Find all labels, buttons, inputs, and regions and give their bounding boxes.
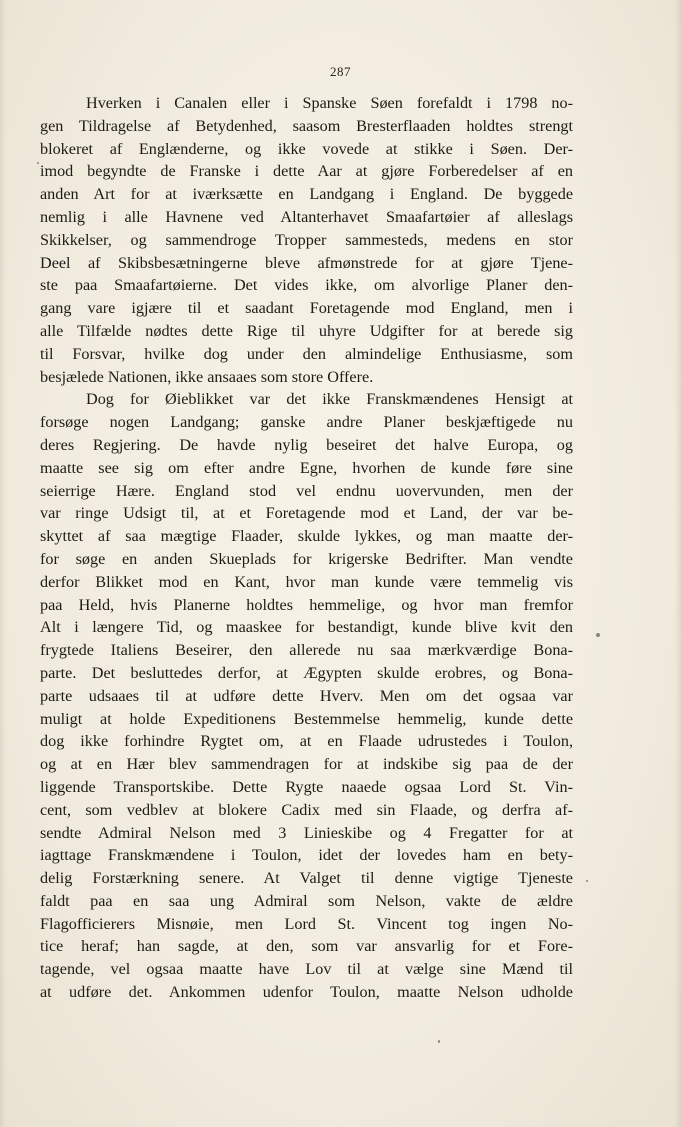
text-line: ste paa Smaafartøierne. Det vides ikke, om alvorlige Planer den- (40, 276, 573, 295)
text-line: derfor Blikket mod en Kant, hvor man kunde være temmelig vis (40, 572, 573, 591)
text-line: tagende, vel ogsaa maatte have Lov til at vælge sine Mænd til (40, 960, 573, 979)
text-line: deres Regjering. De havde nylig beseiret det halve Europa, og (40, 435, 573, 454)
text-line: for søge en anden Skueplads for krigerske Bedrifter. Man vendte (40, 549, 573, 568)
text-line: parte. Det besluttedes derfor, at Ægypten skulde erobres, og Bona- (40, 663, 573, 682)
text-line: og at en Hær blev sammendragen for at indskibe sig paa de der (40, 755, 573, 774)
text-line: nemlig i alle Havnene ved Altanterhavet Smaafartøier af alleslags (40, 207, 573, 226)
text-line: seierrige Hære. England stod vel endnu uovervunden, men der (40, 481, 573, 500)
page-number: 287 (330, 64, 351, 79)
paragraph-2 (40, 388, 573, 1004)
text-line: imod begyndte de Franske i dette Aar at gjøre Forberedelser af en (40, 162, 573, 181)
text-line: Flagofficierers Misnøie, men Lord St. Vincent tog ingen No- (40, 914, 573, 933)
paper-speck (586, 880, 588, 882)
text-line: Deel af Skibsbesætningerne bleve afmønstrede for at gjøre Tjene- (40, 253, 573, 272)
text-line: anden Art for at iværksætte en Landgang i England. De byggede (40, 185, 573, 204)
text-line: dog ikke forhindre Rygtet om, at en Flaade udrustedes i Toulon, (40, 732, 573, 751)
text-line: gang vare igjære til et saadant Foretagende mod England, men i (40, 299, 573, 318)
text-line: skyttet af saa mægtige Flaader, skulde lykkes, og man maatte der- (40, 527, 573, 546)
text-line: cent, som vedblev at blokere Cadix med sin Flaade, og derfra af- (40, 800, 573, 819)
text-line: frygtede Italiens Beseirer, den allerede nu saa mærkværdige Bona- (40, 641, 573, 660)
text-line: muligt at holde Expeditionens Bestemmelse hemmelig, kunde dette (40, 709, 573, 728)
text-line: at udføre det. Ankommen udenfor Toulon, maatte Nelson udholde (40, 983, 573, 1002)
text-line: parte udsaaes til at udføre dette Hverv. Men om det ogsaa var (40, 686, 573, 705)
text-line: gen Tildragelse af Betydenhed, saasom Bresterflaaden holdtes strengt (40, 116, 573, 135)
text-line: delig Forstærkning senere. At Valget til denne vigtige Tjeneste (40, 869, 573, 888)
text-line: maatte see sig om efter andre Egne, hvorhen de kunde føre sine (40, 458, 573, 477)
text-line: sendte Admiral Nelson med 3 Linieskibe og 4 Fregatter for at (40, 823, 573, 842)
text-line: til Forsvar, hvilke dog under den almindelige Enthusiasme, som (40, 344, 573, 363)
text-line: Hverken i Canalen eller i Spanske Søen forefaldt i 1798 no- (86, 94, 573, 112)
text-line: Dog for Øieblikket var det ikke Franskmændenes Hensigt at (86, 390, 573, 409)
text-line: paa Held, hvis Planerne holdtes hemmelige, og hvor man fremfor (40, 595, 573, 614)
paper-speck (37, 162, 39, 164)
paper-speck (596, 633, 600, 637)
text-line: var ringe Udsigt til, at et Foretagende mod et Land, der var be- (40, 504, 573, 523)
paper-speck (438, 1040, 440, 1043)
text-line: blokeret af Englænderne, og ikke vovede at stikke i Søen. Der- (40, 139, 573, 158)
text-line: Skikkelser, og sammendroge Tropper sammesteds, medens en stor (40, 230, 573, 249)
text-line: alle Tilfælde nødtes dette Rige til uhyre Udgifter for at berede sig (40, 321, 573, 340)
text-line: forsøge nogen Landgang; ganske andre Planer beskjæftigede nu (40, 413, 573, 432)
text-line: faldt paa en saa ung Admiral som Nelson, vakte de ældre (40, 891, 573, 910)
text-line: Alt i længere Tid, og maaskee for bestandigt, kunde blive kvit den (40, 618, 573, 637)
text-line: besjælede Nationen, ikke ansaaes som store Offere. (40, 367, 374, 386)
text-line: liggende Transportskibe. Dette Rygte naaede ogsaa Lord St. Vin- (40, 777, 573, 796)
paragraph-1 (40, 92, 573, 388)
page-edge-right (675, 0, 681, 1127)
text-line: iagttage Franskmændene i Toulon, idet der lovedes ham en bety- (40, 846, 573, 865)
page-edge-left (0, 0, 6, 1127)
body-text (40, 92, 573, 1004)
text-line: tice heraf; han sagde, at den, som var ansvarlig for et Fore- (40, 937, 573, 956)
